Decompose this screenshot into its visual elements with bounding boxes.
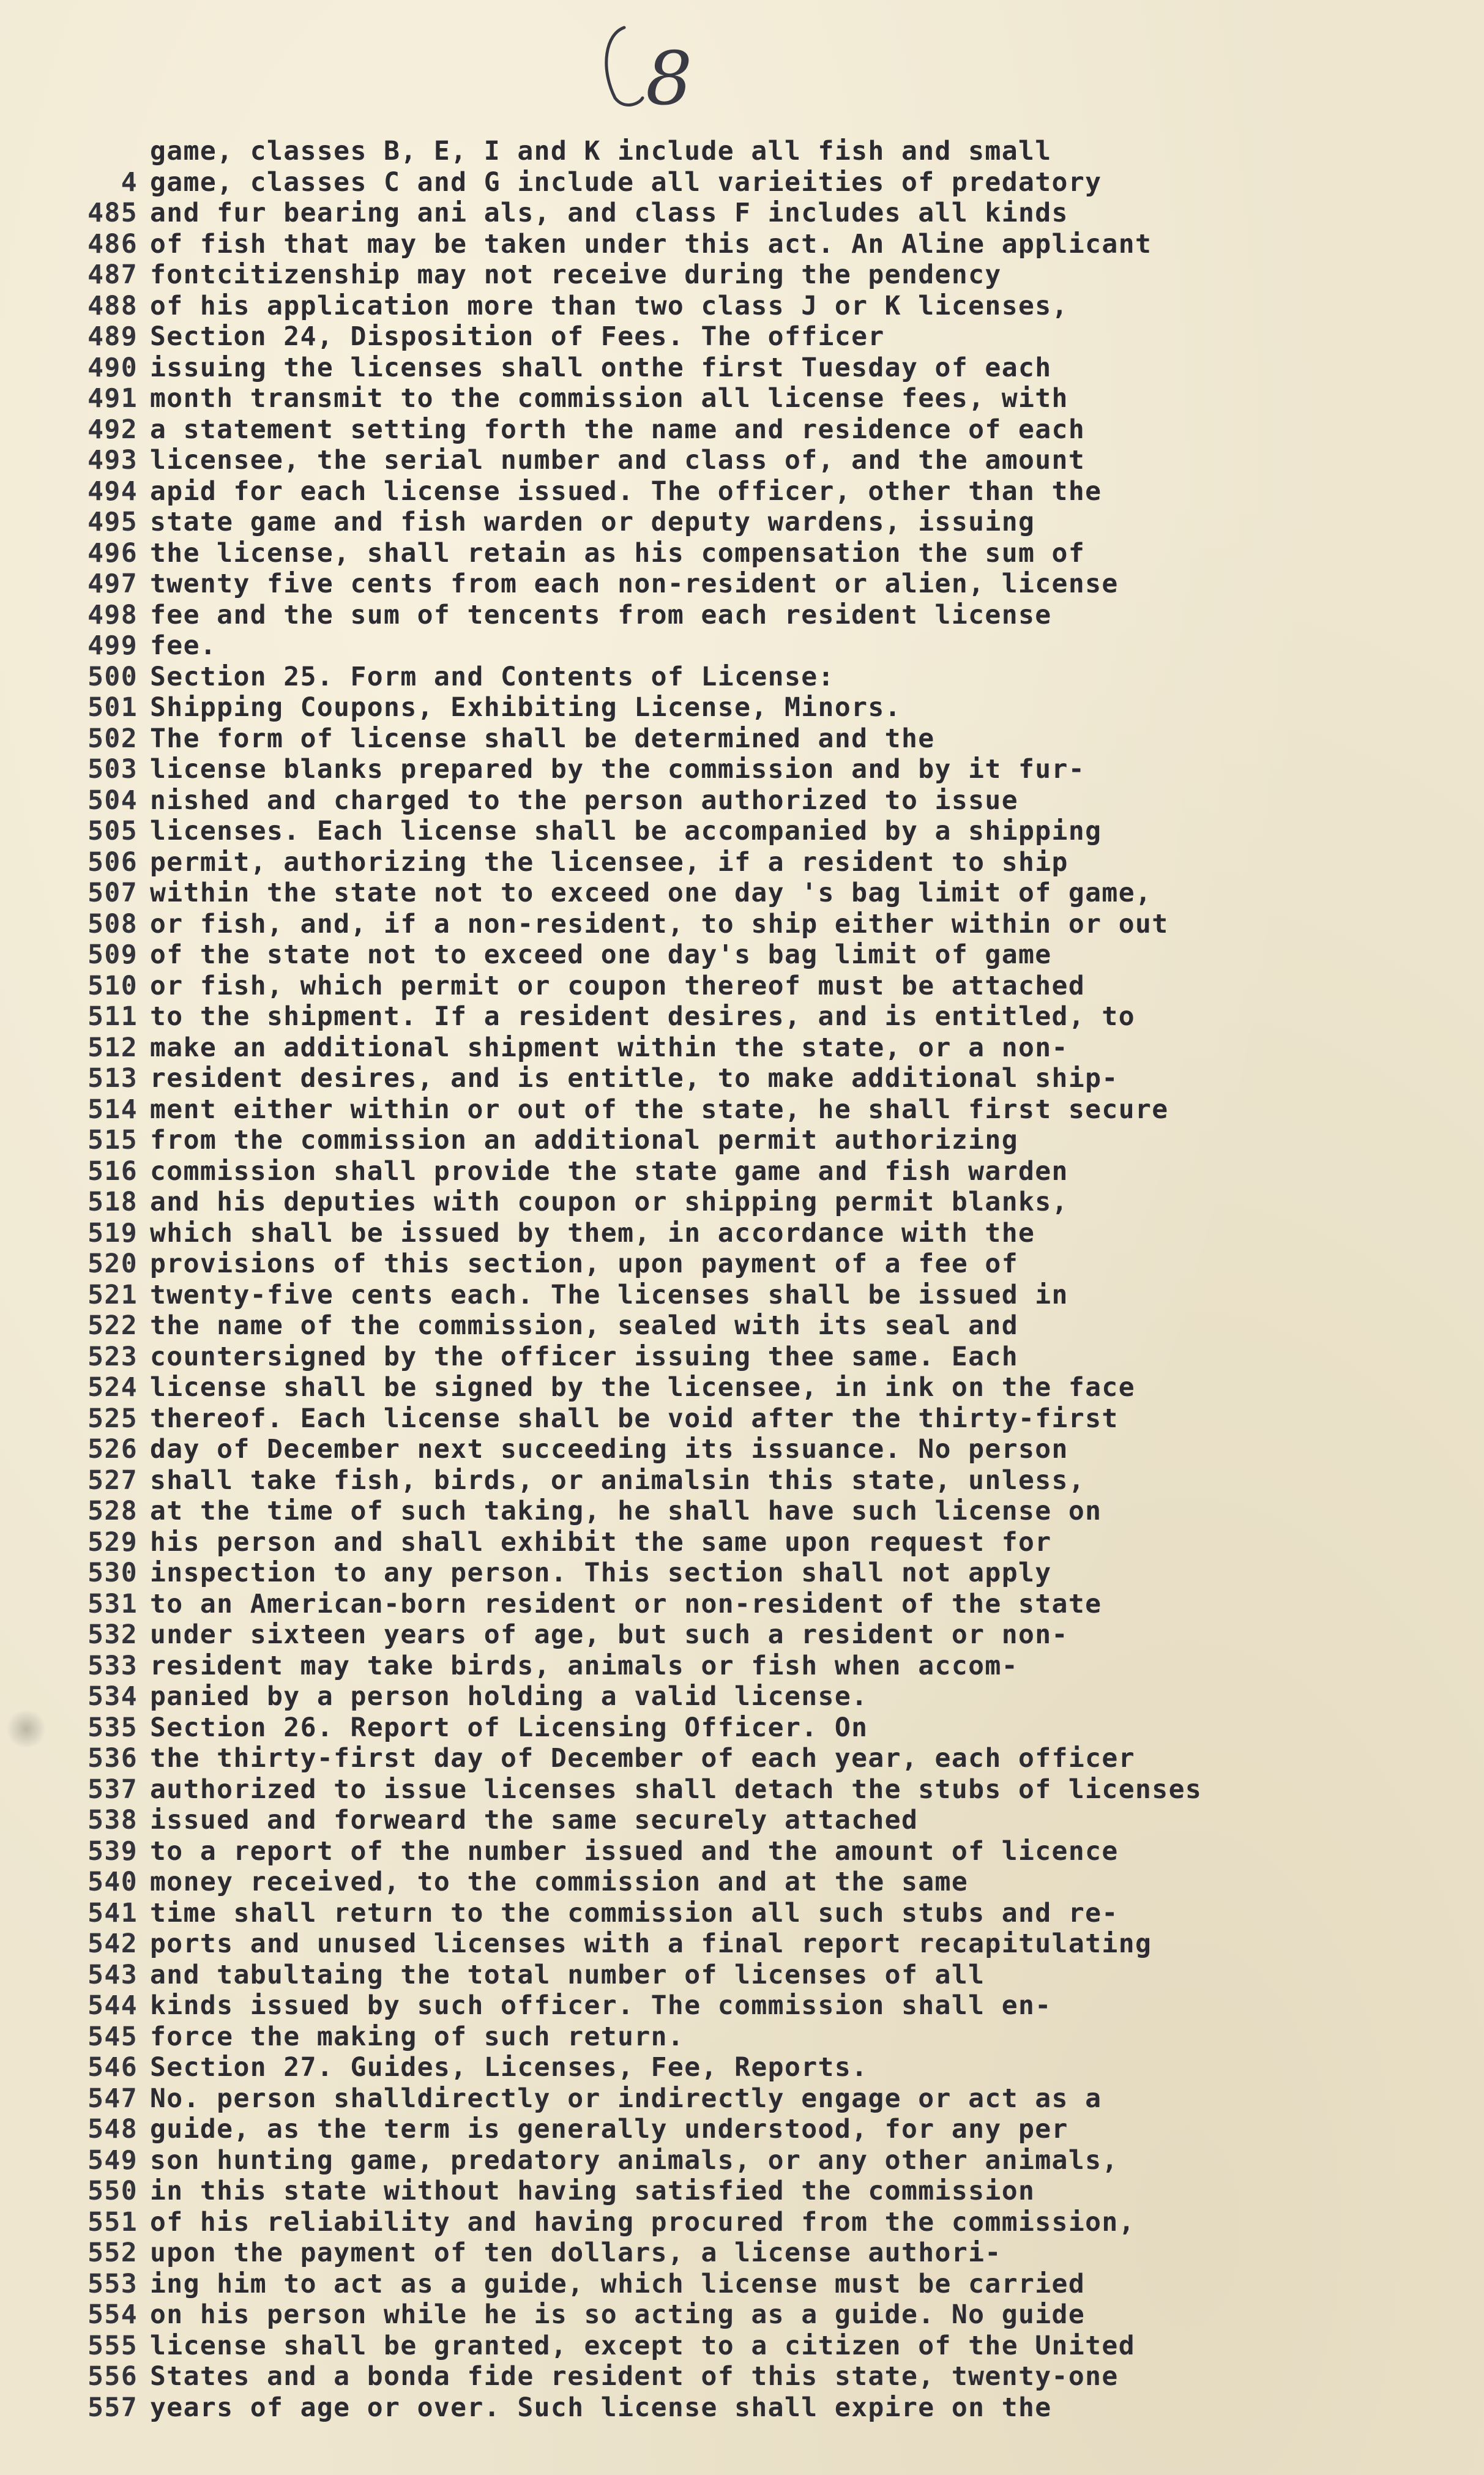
line-text: licenses. Each license shall be accompanied by a shipping (150, 816, 1102, 846)
text-line (55, 723, 1414, 755)
line-number: 497 (88, 569, 138, 599)
line-number: 498 (88, 599, 138, 630)
line-text: shall take fish, birds, or animalsin this state, unless, (150, 1465, 1086, 1496)
line-number: 503 (88, 754, 138, 785)
line-text: son hunting game, predatory animals, or any other animals, (150, 2145, 1119, 2176)
line-text: of the state not to exceed one day's bag limit of game (150, 939, 1052, 970)
text-line (55, 1651, 1414, 1682)
line-number: 526 (88, 1434, 138, 1465)
line-number: 546 (88, 2052, 138, 2083)
line-number: 510 (88, 970, 138, 1001)
text-line (55, 321, 1414, 353)
line-text: ports and unused licenses with a final report recapitulating (150, 1928, 1152, 1959)
line-text: Section 26. Report of Licensing Officer. On (150, 1712, 868, 1743)
line-number: 530 (88, 1558, 138, 1588)
line-text: of his application more than two class J or K licenses, (150, 290, 1068, 321)
line-text: the name of the commission, sealed with its seal and (150, 1310, 1018, 1341)
line-text: to an American-born resident or non-resident of the state (150, 1588, 1102, 1619)
line-number: 544 (88, 1990, 138, 2021)
line-number: 508 (88, 908, 138, 939)
line-text: twenty five cents from each non-resident or alien, license (150, 569, 1119, 599)
text-line (55, 1187, 1414, 1218)
handwritten-page-number (581, 12, 716, 116)
line-text: under sixteen years of age, but such a resident or non- (150, 1619, 1068, 1650)
line-number: 489 (88, 321, 138, 352)
line-number: 505 (88, 816, 138, 846)
line-number: 533 (88, 1650, 138, 1681)
line-number: 541 (88, 1897, 138, 1928)
text-line (55, 1928, 1414, 1960)
line-text: thereof. Each license shall be void after the thirty-first (150, 1403, 1119, 1434)
line-text: fee. (150, 630, 217, 661)
line-text: inspection to any person. This section shall not apply (150, 1558, 1052, 1588)
line-text: countersigned by the officer issuing thee same. Each (150, 1341, 1018, 1372)
text-line (55, 414, 1414, 446)
text-line (55, 1032, 1414, 1064)
text-line (55, 445, 1414, 476)
text-line (55, 1681, 1414, 1712)
line-text: day of December next succeeding its issuance. No person (150, 1434, 1068, 1465)
line-number: 540 (88, 1867, 138, 1897)
line-number: 494 (88, 476, 138, 507)
line-text: and tabultaing the total number of licenses of all (150, 1959, 985, 1990)
line-number: 531 (88, 1588, 138, 1619)
text-line (55, 383, 1414, 414)
line-number: 512 (88, 1032, 138, 1063)
line-text: from the commission an additional permit authorizing (150, 1125, 1018, 1155)
line-text: panied by a person holding a valid license. (150, 1681, 868, 1712)
line-text: States and a bonda fide resident of this state, twenty-one (150, 2361, 1119, 2392)
line-number: 493 (88, 445, 138, 476)
text-line (55, 816, 1414, 847)
line-number: 538 (88, 1805, 138, 1835)
line-text: kinds issued by such officer. The commission shall en- (150, 1990, 1052, 2021)
text-line (55, 1558, 1414, 1589)
text-line (55, 1249, 1414, 1280)
line-number: 552 (88, 2238, 138, 2268)
text-line (55, 1156, 1414, 1187)
text-line (55, 1496, 1414, 1527)
line-number: 553 (88, 2268, 138, 2299)
line-number: 488 (88, 290, 138, 321)
line-text: in this state without having satisfied the commission (150, 2176, 1035, 2206)
line-number: 515 (88, 1125, 138, 1155)
text-line (55, 229, 1414, 260)
line-text: and his deputies with coupon or shipping permit blanks, (150, 1187, 1068, 1217)
line-text: ment either within or out of the state, he shall first secure (150, 1094, 1169, 1125)
line-number: 536 (88, 1743, 138, 1774)
text-line (55, 1960, 1414, 1991)
text-line (55, 291, 1414, 322)
text-line (55, 939, 1414, 971)
text-line (55, 1743, 1414, 1774)
line-text: time shall return to the commission all such stubs and re- (150, 1897, 1119, 1928)
line-number: 556 (88, 2361, 138, 2392)
text-line (55, 662, 1414, 693)
line-text: to a report of the number issued and the amount of licence (150, 1835, 1119, 1867)
line-text: make an additional shipment within the state, or a non- (150, 1032, 1068, 1063)
text-line (55, 2114, 1414, 2145)
line-number: 485 (88, 198, 138, 228)
text-line (55, 600, 1414, 631)
line-number: 486 (88, 228, 138, 259)
line-number: 516 (88, 1155, 138, 1187)
line-number: 537 (88, 1774, 138, 1805)
line-text: and fur bearing ani als, and class F includes all kinds (150, 198, 1068, 228)
line-text: the license, shall retain as his compensation the sum of (150, 537, 1086, 569)
text-line (55, 259, 1414, 291)
line-text: authorized to issue licenses shall detach the stubs of licenses (150, 1774, 1202, 1805)
text-line (55, 1280, 1414, 1311)
text-line (55, 2052, 1414, 2083)
line-number: 543 (88, 1959, 138, 1990)
svg-text:8: 8 (646, 37, 693, 116)
line-text: state game and fish warden or deputy wardens, issuing (150, 507, 1035, 537)
line-number: 509 (88, 939, 138, 970)
text-line (55, 1867, 1414, 1898)
text-line (55, 785, 1414, 816)
text-line (55, 1619, 1414, 1651)
punch-hole-mark (5, 1711, 48, 1747)
text-line (55, 909, 1414, 940)
line-text: Shipping Coupons, Exhibiting License, Minors. (150, 692, 901, 723)
line-text: license shall be signed by the licensee, in ink on the face (150, 1372, 1136, 1403)
line-number: 519 (88, 1217, 138, 1249)
text-line (55, 971, 1414, 1002)
line-text: issued and forweard the same securely attached (150, 1805, 919, 1835)
line-number: 545 (88, 2021, 138, 2052)
text-line (55, 1125, 1414, 1156)
line-number: 528 (88, 1496, 138, 1526)
line-text: resident desires, and is entitle, to make additional ship- (150, 1063, 1119, 1094)
text-line (55, 136, 1414, 167)
line-number: 548 (88, 2114, 138, 2145)
line-number: 491 (88, 383, 138, 414)
line-text: resident may take birds, animals or fish when accom- (150, 1650, 1018, 1681)
line-text: on his person while he is so acting as a guide. No guide (150, 2299, 1086, 2330)
line-text: month transmit to the commission all license fees, with (150, 383, 1068, 414)
line-text: license shall be granted, except to a citizen of the United (150, 2330, 1136, 2361)
line-number: 490 (88, 352, 138, 383)
text-line (55, 1372, 1414, 1403)
line-number: 4 (121, 166, 138, 198)
line-text: The form of license shall be determined and the (150, 723, 935, 754)
line-text: nished and charged to the person authorized to issue (150, 785, 1018, 816)
line-text: ing him to act as a guide, which license must be carried (150, 2268, 1086, 2299)
text-line (55, 1434, 1414, 1465)
line-text: licensee, the serial number and class of, and the amount (150, 445, 1086, 476)
line-text: upon the payment of ten dollars, a license authori- (150, 2238, 1002, 2268)
text-line (55, 2392, 1414, 2424)
line-number: 495 (88, 507, 138, 537)
line-number: 504 (88, 785, 138, 816)
line-text: of fish that may be taken under this act. An Aline applicant (150, 228, 1152, 259)
text-line (55, 1218, 1414, 1249)
text-line (55, 2145, 1414, 2176)
line-number: 520 (88, 1249, 138, 1279)
line-number: 551 (88, 2206, 138, 2238)
text-line (55, 2361, 1414, 2392)
line-number: 523 (88, 1341, 138, 1372)
text-line (55, 2238, 1414, 2269)
line-text: No. person shalldirectly or indirectly engage or act as a (150, 2083, 1102, 2114)
text-line (55, 878, 1414, 909)
text-line (55, 507, 1414, 538)
typed-text-body (55, 136, 1414, 2423)
text-line (55, 538, 1414, 569)
text-line (55, 476, 1414, 507)
text-line (55, 692, 1414, 723)
text-line (55, 754, 1414, 785)
line-number: 539 (88, 1835, 138, 1867)
line-number: 522 (88, 1310, 138, 1341)
text-line (55, 1063, 1414, 1094)
line-text: game, classes C and G include all varieities of predatory (150, 166, 1102, 198)
text-line (55, 2021, 1414, 2053)
line-number: 554 (88, 2299, 138, 2330)
text-line (55, 1712, 1414, 1744)
line-number: 549 (88, 2145, 138, 2176)
line-text: license blanks prepared by the commission and by it fur- (150, 754, 1086, 785)
line-text: provisions of this section, upon payment of a fee of (150, 1249, 1018, 1279)
line-text: twenty-five cents each. The licenses shall be issued in (150, 1279, 1068, 1310)
text-line (55, 1465, 1414, 1496)
line-text: fontcitizenship may not receive during the pendency (150, 259, 1002, 290)
line-text: guide, as the term is generally understood, for any per (150, 2114, 1068, 2145)
text-line (55, 2176, 1414, 2207)
text-line (55, 167, 1414, 198)
text-line (55, 2331, 1414, 2362)
text-line (55, 569, 1414, 600)
text-line (55, 847, 1414, 878)
text-line (55, 1403, 1414, 1435)
line-text: permit, authorizing the licensee, if a resident to ship (150, 846, 1068, 878)
line-text: force the making of such return. (150, 2021, 685, 2052)
line-text: to the shipment. If a resident desires, and is entitled, to (150, 1001, 1136, 1032)
line-number: 542 (88, 1928, 138, 1959)
text-line (55, 630, 1414, 662)
line-number: 500 (88, 661, 138, 692)
text-line (55, 1094, 1414, 1126)
line-text: or fish, which permit or coupon thereof must be attached (150, 970, 1086, 1001)
text-line (55, 2269, 1414, 2300)
line-number: 529 (88, 1526, 138, 1558)
line-number: 513 (88, 1063, 138, 1094)
line-number: 496 (88, 537, 138, 569)
line-text: Section 25. Form and Contents of License: (150, 661, 835, 692)
line-number: 550 (88, 2176, 138, 2206)
text-line (55, 1805, 1414, 1836)
line-number: 534 (88, 1681, 138, 1712)
line-number: 514 (88, 1094, 138, 1125)
text-line (55, 1342, 1414, 1373)
line-number (55, 136, 150, 167)
line-text: his person and shall exhibit the same upon request for (150, 1526, 1052, 1558)
text-line (55, 2083, 1414, 2115)
text-line (55, 353, 1414, 384)
text-line (55, 1589, 1414, 1620)
line-text: years of age or over. Such license shall expire on the (150, 2392, 1052, 2423)
line-text: the thirty-first day of December of each year, each officer (150, 1743, 1136, 1774)
line-number: 555 (88, 2330, 138, 2361)
text-line (55, 1774, 1414, 1805)
line-text: apid for each license issued. The officer, other than the (150, 476, 1102, 507)
line-number: 535 (88, 1712, 138, 1743)
line-number: 557 (88, 2392, 138, 2423)
text-line (55, 1310, 1414, 1342)
text-line (55, 1527, 1414, 1558)
text-line (55, 1001, 1414, 1032)
line-number: 492 (88, 414, 138, 445)
text-line (55, 1836, 1414, 1867)
line-number: 525 (88, 1403, 138, 1434)
line-number: 524 (88, 1372, 138, 1403)
line-number: 532 (88, 1619, 138, 1650)
line-text: or fish, and, if a non-resident, to ship either within or out (150, 908, 1169, 939)
line-number: 511 (88, 1001, 138, 1032)
line-number: 501 (88, 692, 138, 723)
line-text: fee and the sum of tencents from each resident license (150, 599, 1052, 630)
text-line (55, 2299, 1414, 2331)
line-number: 521 (88, 1279, 138, 1310)
line-number: 502 (88, 723, 138, 754)
text-line (55, 1898, 1414, 1929)
line-number: 499 (88, 630, 138, 661)
text-line (55, 1990, 1414, 2021)
line-text: commission shall provide the state game and fish warden (150, 1155, 1068, 1187)
text-line (55, 2207, 1414, 2238)
line-number: 518 (88, 1187, 138, 1217)
line-text: within the state not to exceed one day 's bag limit of game, (150, 878, 1152, 908)
line-text: which shall be issued by them, in accordance with the (150, 1217, 1035, 1249)
line-text: of his reliability and having procured from the commission, (150, 2206, 1136, 2238)
line-number: 507 (88, 878, 138, 908)
line-text: Section 24, Disposition of Fees. The officer (150, 321, 885, 352)
line-text: at the time of such taking, he shall have such license on (150, 1496, 1102, 1526)
line-number: 487 (88, 259, 138, 290)
line-number: 547 (88, 2083, 138, 2114)
line-number: 506 (88, 846, 138, 878)
line-text: issuing the licenses shall onthe first Tuesday of each (150, 352, 1052, 383)
line-text: a statement setting forth the name and residence of each (150, 414, 1086, 445)
text-line (55, 198, 1414, 229)
line-number: 527 (88, 1465, 138, 1496)
line-text: Section 27. Guides, Licenses, Fee, Reports. (150, 2052, 868, 2083)
line-text: game, classes B, E, I and K include all fish and small (150, 136, 1052, 166)
line-text: money received, to the commission and at the same (150, 1867, 969, 1897)
